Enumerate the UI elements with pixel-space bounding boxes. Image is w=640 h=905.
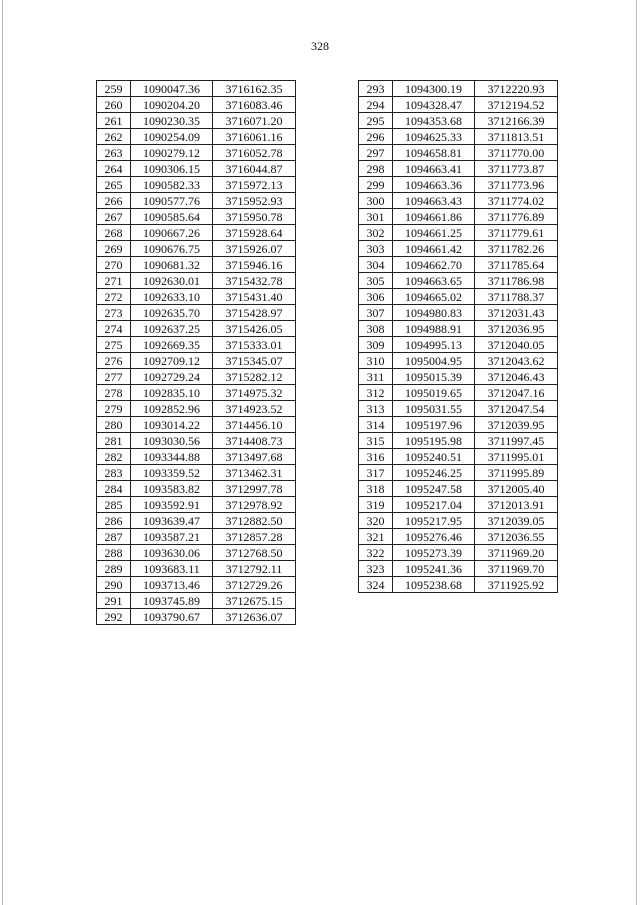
table-row [359,193,558,209]
y-coordinate-cell: 3715950.78 [213,209,296,225]
x-coordinate-cell: 1093030.56 [131,433,213,449]
y-coordinate-cell: 3715946.16 [213,257,296,273]
point-number-cell: 286 [97,513,131,529]
table-row [359,449,558,465]
x-coordinate-cell: 1095195.98 [393,433,475,449]
x-coordinate-cell: 1095238.68 [393,577,475,593]
x-coordinate-cell: 1093713.46 [131,577,213,593]
point-number-cell: 262 [97,129,131,145]
y-coordinate-cell: 3712040.05 [475,337,558,353]
y-coordinate-cell: 3716162.35 [213,81,296,97]
table-row [97,129,296,145]
x-coordinate-cell: 1095004.95 [393,353,475,369]
point-number-cell: 318 [359,481,393,497]
coordinates-table-left-body [97,81,296,625]
y-coordinate-cell: 3712005.40 [475,481,558,497]
table-row [97,321,296,337]
y-coordinate-cell: 3715972.13 [213,177,296,193]
x-coordinate-cell: 1090306.15 [131,161,213,177]
table-row [97,465,296,481]
point-number-cell: 324 [359,577,393,593]
table-row [359,97,558,113]
x-coordinate-cell: 1090577.76 [131,193,213,209]
x-coordinate-cell: 1092630.01 [131,273,213,289]
x-coordinate-cell: 1094328.47 [393,97,475,113]
y-coordinate-cell: 3711770.00 [475,145,558,161]
y-coordinate-cell: 3712047.16 [475,385,558,401]
y-coordinate-cell: 3715952.93 [213,193,296,209]
y-coordinate-cell: 3716071.20 [213,113,296,129]
table-row [97,385,296,401]
y-coordinate-cell: 3711925.92 [475,577,558,593]
point-number-cell: 280 [97,417,131,433]
table-row [359,481,558,497]
point-number-cell: 267 [97,209,131,225]
y-coordinate-cell: 3716061.16 [213,129,296,145]
table-row [97,193,296,209]
x-coordinate-cell: 1090585.64 [131,209,213,225]
point-number-cell: 321 [359,529,393,545]
y-coordinate-cell: 3712636.07 [213,609,296,625]
x-coordinate-cell: 1094665.02 [393,289,475,305]
x-coordinate-cell: 1095276.46 [393,529,475,545]
table-row [97,273,296,289]
point-number-cell: 264 [97,161,131,177]
point-number-cell: 316 [359,449,393,465]
point-number-cell: 301 [359,209,393,225]
table-row [97,337,296,353]
point-number-cell: 304 [359,257,393,273]
y-coordinate-cell: 3712046.43 [475,369,558,385]
point-number-cell: 279 [97,401,131,417]
point-number-cell: 299 [359,177,393,193]
table-row [97,401,296,417]
table-row [97,241,296,257]
point-number-cell: 307 [359,305,393,321]
table-row [97,481,296,497]
point-number-cell: 260 [97,97,131,113]
x-coordinate-cell: 1094353.68 [393,113,475,129]
x-coordinate-cell: 1095240.51 [393,449,475,465]
table-row [359,273,558,289]
x-coordinate-cell: 1094662.70 [393,257,475,273]
y-coordinate-cell: 3712220.93 [475,81,558,97]
y-coordinate-cell: 3715333.01 [213,337,296,353]
table-row [359,513,558,529]
table-row [359,289,558,305]
y-coordinate-cell: 3711779.61 [475,225,558,241]
table-row [359,385,558,401]
x-coordinate-cell: 1093592.91 [131,497,213,513]
y-coordinate-cell: 3711969.20 [475,545,558,561]
y-coordinate-cell: 3712675.15 [213,593,296,609]
point-number-cell: 309 [359,337,393,353]
table-row [359,209,558,225]
table-row [97,497,296,513]
x-coordinate-cell: 1094658.81 [393,145,475,161]
table-row [97,577,296,593]
table-row [359,257,558,273]
point-number-cell: 276 [97,353,131,369]
x-coordinate-cell: 1090047.36 [131,81,213,97]
point-number-cell: 300 [359,193,393,209]
page-number: 328 [311,39,329,53]
point-number-cell: 298 [359,161,393,177]
x-coordinate-cell: 1090254.09 [131,129,213,145]
coordinates-table-right [358,80,558,593]
table-row [97,513,296,529]
table-row [97,529,296,545]
table-row [359,401,558,417]
x-coordinate-cell: 1093630.06 [131,545,213,561]
table-row [359,433,558,449]
point-number-cell: 265 [97,177,131,193]
x-coordinate-cell: 1094980.83 [393,305,475,321]
y-coordinate-cell: 3715282.12 [213,369,296,385]
table-row [359,177,558,193]
table-row [97,449,296,465]
y-coordinate-cell: 3711774.02 [475,193,558,209]
y-coordinate-cell: 3711786.98 [475,273,558,289]
coordinates-table-right-body [359,81,558,593]
y-coordinate-cell: 3712036.95 [475,321,558,337]
x-coordinate-cell: 1094995.13 [393,337,475,353]
y-coordinate-cell: 3711969.70 [475,561,558,577]
x-coordinate-cell: 1092852.96 [131,401,213,417]
point-number-cell: 297 [359,145,393,161]
x-coordinate-cell: 1090230.35 [131,113,213,129]
coordinates-table-left [96,80,296,625]
table-row [97,353,296,369]
y-coordinate-cell: 3711776.89 [475,209,558,225]
table-row [359,369,558,385]
x-coordinate-cell: 1094661.86 [393,209,475,225]
table-row [97,545,296,561]
point-number-cell: 320 [359,513,393,529]
y-coordinate-cell: 3713497.68 [213,449,296,465]
x-coordinate-cell: 1092637.25 [131,321,213,337]
point-number-cell: 287 [97,529,131,545]
y-coordinate-cell: 3711997.45 [475,433,558,449]
x-coordinate-cell: 1094988.91 [393,321,475,337]
x-coordinate-cell: 1094663.41 [393,161,475,177]
table-row [359,321,558,337]
point-number-cell: 278 [97,385,131,401]
table-row [359,241,558,257]
table-row [97,561,296,577]
x-coordinate-cell: 1094300.19 [393,81,475,97]
table-row [359,225,558,241]
x-coordinate-cell: 1095019.65 [393,385,475,401]
point-number-cell: 274 [97,321,131,337]
y-coordinate-cell: 3712036.55 [475,529,558,545]
scan-border-left [2,0,3,905]
x-coordinate-cell: 1093583.82 [131,481,213,497]
y-coordinate-cell: 3712047.54 [475,401,558,417]
point-number-cell: 302 [359,225,393,241]
table-row [97,113,296,129]
point-number-cell: 268 [97,225,131,241]
y-coordinate-cell: 3711773.96 [475,177,558,193]
y-coordinate-cell: 3716044.87 [213,161,296,177]
y-coordinate-cell: 3712978.92 [213,497,296,513]
table-row [97,145,296,161]
point-number-cell: 285 [97,497,131,513]
point-number-cell: 315 [359,433,393,449]
table-row [359,497,558,513]
x-coordinate-cell: 1090204.20 [131,97,213,113]
point-number-cell: 310 [359,353,393,369]
point-number-cell: 275 [97,337,131,353]
point-number-cell: 296 [359,129,393,145]
point-number-cell: 289 [97,561,131,577]
y-coordinate-cell: 3715432.78 [213,273,296,289]
y-coordinate-cell: 3712013.91 [475,497,558,513]
point-number-cell: 294 [359,97,393,113]
y-coordinate-cell: 3711785.64 [475,257,558,273]
y-coordinate-cell: 3712729.26 [213,577,296,593]
x-coordinate-cell: 1095015.39 [393,369,475,385]
point-number-cell: 282 [97,449,131,465]
y-coordinate-cell: 3715426.05 [213,321,296,337]
y-coordinate-cell: 3715428.97 [213,305,296,321]
table-row [97,289,296,305]
x-coordinate-cell: 1095031.55 [393,401,475,417]
x-coordinate-cell: 1093587.21 [131,529,213,545]
x-coordinate-cell: 1095197.96 [393,417,475,433]
y-coordinate-cell: 3711995.89 [475,465,558,481]
point-number-cell: 284 [97,481,131,497]
x-coordinate-cell: 1095273.39 [393,545,475,561]
point-number-cell: 271 [97,273,131,289]
y-coordinate-cell: 3716052.78 [213,145,296,161]
table-row [97,209,296,225]
y-coordinate-cell: 3712039.95 [475,417,558,433]
point-number-cell: 292 [97,609,131,625]
table-row [97,97,296,113]
table-row [359,129,558,145]
table-row [97,417,296,433]
point-number-cell: 273 [97,305,131,321]
y-coordinate-cell: 3714923.52 [213,401,296,417]
table-row [359,577,558,593]
table-row [359,353,558,369]
point-number-cell: 306 [359,289,393,305]
point-number-cell: 277 [97,369,131,385]
table-row [359,337,558,353]
table-row [97,81,296,97]
y-coordinate-cell: 3712039.05 [475,513,558,529]
y-coordinate-cell: 3711995.01 [475,449,558,465]
point-number-cell: 313 [359,401,393,417]
x-coordinate-cell: 1090681.32 [131,257,213,273]
table-row [359,81,558,97]
table-row [359,561,558,577]
table-row [359,305,558,321]
x-coordinate-cell: 1092729.24 [131,369,213,385]
x-coordinate-cell: 1090582.33 [131,177,213,193]
point-number-cell: 259 [97,81,131,97]
point-number-cell: 263 [97,145,131,161]
point-number-cell: 290 [97,577,131,593]
point-number-cell: 288 [97,545,131,561]
x-coordinate-cell: 1092635.70 [131,305,213,321]
y-coordinate-cell: 3711773.87 [475,161,558,177]
point-number-cell: 272 [97,289,131,305]
x-coordinate-cell: 1095246.25 [393,465,475,481]
x-coordinate-cell: 1094661.42 [393,241,475,257]
x-coordinate-cell: 1094661.25 [393,225,475,241]
point-number-cell: 269 [97,241,131,257]
table-row [97,161,296,177]
x-coordinate-cell: 1093639.47 [131,513,213,529]
y-coordinate-cell: 3711782.26 [475,241,558,257]
y-coordinate-cell: 3712768.50 [213,545,296,561]
x-coordinate-cell: 1090667.26 [131,225,213,241]
y-coordinate-cell: 3712997.78 [213,481,296,497]
x-coordinate-cell: 1094663.65 [393,273,475,289]
point-number-cell: 312 [359,385,393,401]
x-coordinate-cell: 1093359.52 [131,465,213,481]
point-number-cell: 311 [359,369,393,385]
table-row [359,145,558,161]
table-row [97,305,296,321]
y-coordinate-cell: 3712792.11 [213,561,296,577]
point-number-cell: 314 [359,417,393,433]
point-number-cell: 305 [359,273,393,289]
table-row [359,417,558,433]
table-row [359,465,558,481]
point-number-cell: 293 [359,81,393,97]
x-coordinate-cell: 1094625.33 [393,129,475,145]
table-row [97,177,296,193]
y-coordinate-cell: 3716083.46 [213,97,296,113]
x-coordinate-cell: 1094663.43 [393,193,475,209]
point-number-cell: 308 [359,321,393,337]
point-number-cell: 291 [97,593,131,609]
x-coordinate-cell: 1092633.10 [131,289,213,305]
x-coordinate-cell: 1090279.12 [131,145,213,161]
y-coordinate-cell: 3711788.37 [475,289,558,305]
table-row [97,257,296,273]
point-number-cell: 317 [359,465,393,481]
x-coordinate-cell: 1092709.12 [131,353,213,369]
y-coordinate-cell: 3712882.50 [213,513,296,529]
y-coordinate-cell: 3711813.51 [475,129,558,145]
point-number-cell: 323 [359,561,393,577]
y-coordinate-cell: 3715345.07 [213,353,296,369]
y-coordinate-cell: 3714975.32 [213,385,296,401]
y-coordinate-cell: 3712194.52 [475,97,558,113]
point-number-cell: 295 [359,113,393,129]
x-coordinate-cell: 1093790.67 [131,609,213,625]
table-row [359,161,558,177]
point-number-cell: 270 [97,257,131,273]
scan-border-right [636,0,637,905]
x-coordinate-cell: 1095241.36 [393,561,475,577]
x-coordinate-cell: 1094663.36 [393,177,475,193]
table-row [97,369,296,385]
y-coordinate-cell: 3715928.64 [213,225,296,241]
table-row [359,545,558,561]
y-coordinate-cell: 3714456.10 [213,417,296,433]
x-coordinate-cell: 1095247.58 [393,481,475,497]
y-coordinate-cell: 3712857.28 [213,529,296,545]
y-coordinate-cell: 3712043.62 [475,353,558,369]
point-number-cell: 261 [97,113,131,129]
point-number-cell: 266 [97,193,131,209]
x-coordinate-cell: 1093014.22 [131,417,213,433]
table-row [359,529,558,545]
point-number-cell: 319 [359,497,393,513]
x-coordinate-cell: 1095217.04 [393,497,475,513]
y-coordinate-cell: 3712166.39 [475,113,558,129]
x-coordinate-cell: 1090676.75 [131,241,213,257]
y-coordinate-cell: 3713462.31 [213,465,296,481]
y-coordinate-cell: 3715926.07 [213,241,296,257]
table-row [97,593,296,609]
x-coordinate-cell: 1093745.89 [131,593,213,609]
point-number-cell: 281 [97,433,131,449]
x-coordinate-cell: 1093344.88 [131,449,213,465]
y-coordinate-cell: 3715431.40 [213,289,296,305]
table-row [97,433,296,449]
x-coordinate-cell: 1092835.10 [131,385,213,401]
point-number-cell: 303 [359,241,393,257]
table-row [97,225,296,241]
x-coordinate-cell: 1093683.11 [131,561,213,577]
point-number-cell: 322 [359,545,393,561]
x-coordinate-cell: 1092669.35 [131,337,213,353]
point-number-cell: 283 [97,465,131,481]
y-coordinate-cell: 3712031.43 [475,305,558,321]
x-coordinate-cell: 1095217.95 [393,513,475,529]
table-row [359,113,558,129]
table-row [97,609,296,625]
y-coordinate-cell: 3714408.73 [213,433,296,449]
